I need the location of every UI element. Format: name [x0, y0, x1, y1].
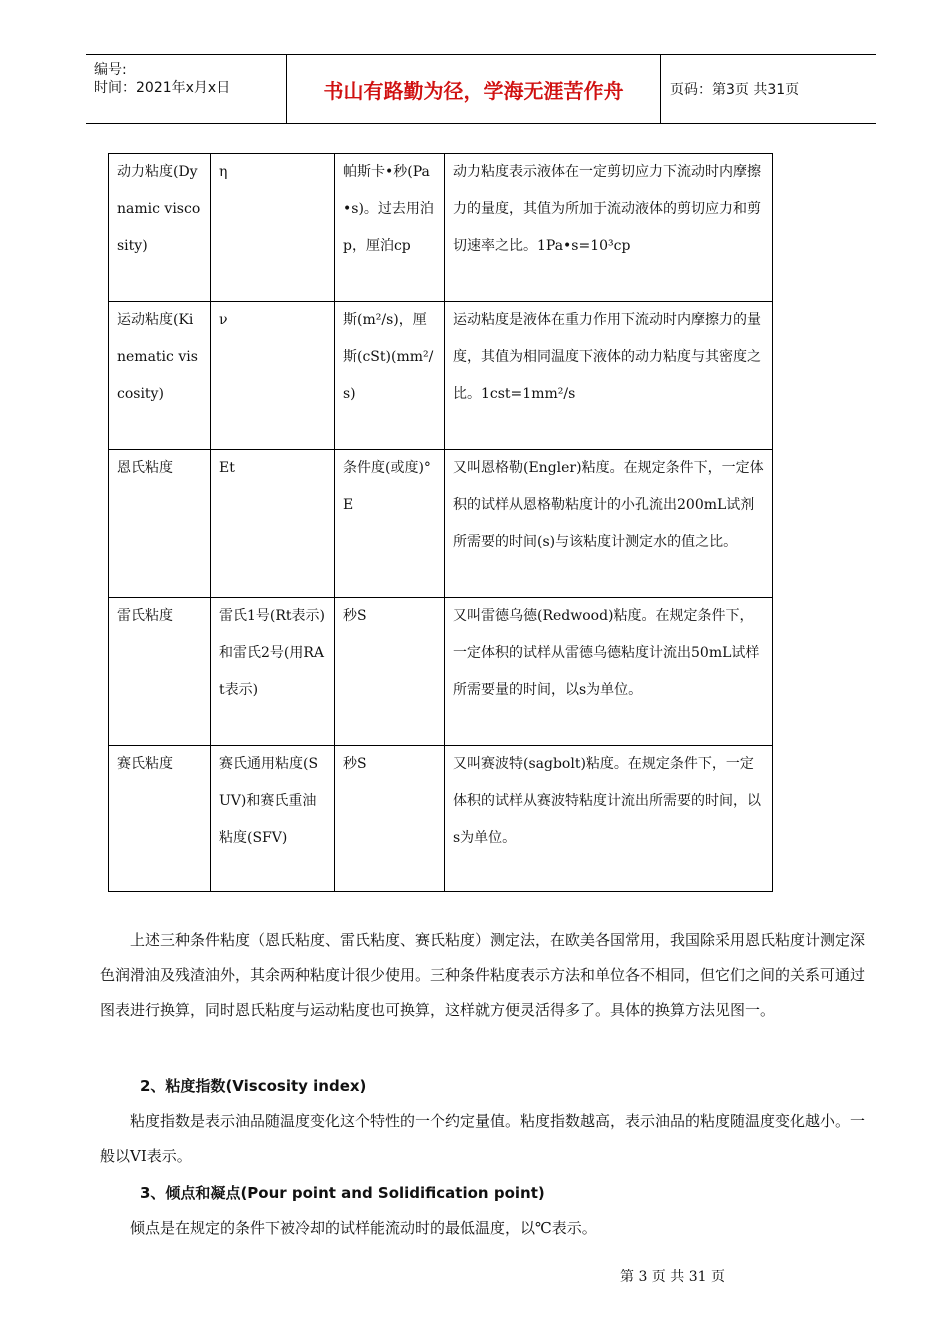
viscosity-symbol: 赛氏通用粘度(SUV)和赛氏重油粘度(SFV) [211, 746, 335, 892]
viscosity-unit: 条件度(或度)°E [335, 450, 445, 598]
viscosity-symbol: 雷氏1号(Rt表示)和雷氏2号(用RAt表示) [211, 598, 335, 746]
header-motto: 书山有路勤为径，学海无涯苦作舟 [287, 55, 661, 123]
paragraph-viscosity-index: 粘度指数是表示油品随温度变化这个特性的一个约定量值。粘度指数越高，表示油品的粘度随温度变化越小。一般以VI表示。 [100, 1112, 866, 1165]
document-number-label: 编号: [94, 62, 127, 78]
page-header [86, 54, 876, 124]
viscosity-name: 恩氏粘度 [109, 450, 211, 598]
viscosity-name: 赛氏粘度 [109, 746, 211, 892]
header-meta [86, 55, 287, 123]
viscosity-name: 雷氏粘度 [109, 598, 211, 746]
viscosity-description: 运动粘度是液体在重力作用下流动时内摩擦力的量度，其值为相同温度下液体的动力粘度与其密度之比。1cst=1mm²/s [445, 302, 773, 450]
viscosity-symbol: ν [211, 302, 335, 450]
viscosity-symbol: η [211, 154, 335, 302]
table-row [109, 746, 773, 892]
table-row [109, 598, 773, 746]
viscosity-table [108, 153, 773, 892]
section-heading-viscosity-index: 2、粘度指数(Viscosity index) [140, 1077, 367, 1095]
viscosity-description: 动力粘度表示液体在一定剪切应力下流动时内摩擦力的量度，其值为所加于流动液体的剪切应力和剪切速率之比。1Pa•s=10³cp [445, 154, 773, 302]
viscosity-unit: 帕斯卡•秒(Pa•s)。过去用泊p，厘泊cp [335, 154, 445, 302]
section-heading-pour-point: 3、倾点和凝点(Pour point and Solidification point) [140, 1184, 545, 1202]
document-time-label: 时间：2021年x月x日 [94, 80, 231, 96]
paragraph-pour-point: 倾点是在规定的条件下被冷却的试样能流动时的最低温度，以℃表示。 [130, 1219, 597, 1237]
header-page-label: 页码：第3页 共31页 [670, 82, 800, 98]
viscosity-description: 又叫赛波特(sagbolt)粘度。在规定条件下，一定体积的试样从赛波特粘度计流出所需要的时间，以s为单位。 [445, 746, 773, 892]
paragraph-conditional-viscosity: 上述三种条件粘度（恩氏粘度、雷氏粘度、赛氏粘度）测定法，在欧美各国常用，我国除采用恩氏粘度计测定深色润滑油及残渣油外，其余两种粘度计很少使用。三种条件粘度表示方法和单位各不相同，但它们之间的关系可通过图表进行换算，同时恩氏粘度与运动粘度也可换算，这样就方便灵活得多了。具体的换算方法见图一。 [100, 931, 866, 1019]
viscosity-name: 运动粘度(Kinematic viscosity) [109, 302, 211, 450]
viscosity-symbol: Et [211, 450, 335, 598]
table-row [109, 450, 773, 598]
viscosity-unit: 秒S [335, 598, 445, 746]
viscosity-unit: 斯(m²/s)，厘斯(cSt)(mm²/s) [335, 302, 445, 450]
viscosity-name: 动力粘度(Dynamic viscosity) [109, 154, 211, 302]
page-footer: 第 3 页 共 31 页 [620, 1269, 725, 1285]
viscosity-description: 又叫雷德乌德(Redwood)粘度。在规定条件下，一定体积的试样从雷德乌德粘度计流出50mL试样所需要量的时间，以s为单位。 [445, 598, 773, 746]
table-row [109, 302, 773, 450]
viscosity-description: 又叫恩格勒(Engler)粘度。在规定条件下，一定体积的试样从恩格勒粘度计的小孔流出200mL试剂所需要的时间(s)与该粘度计测定水的值之比。 [445, 450, 773, 598]
table-row [109, 154, 773, 302]
viscosity-unit: 秒S [335, 746, 445, 892]
